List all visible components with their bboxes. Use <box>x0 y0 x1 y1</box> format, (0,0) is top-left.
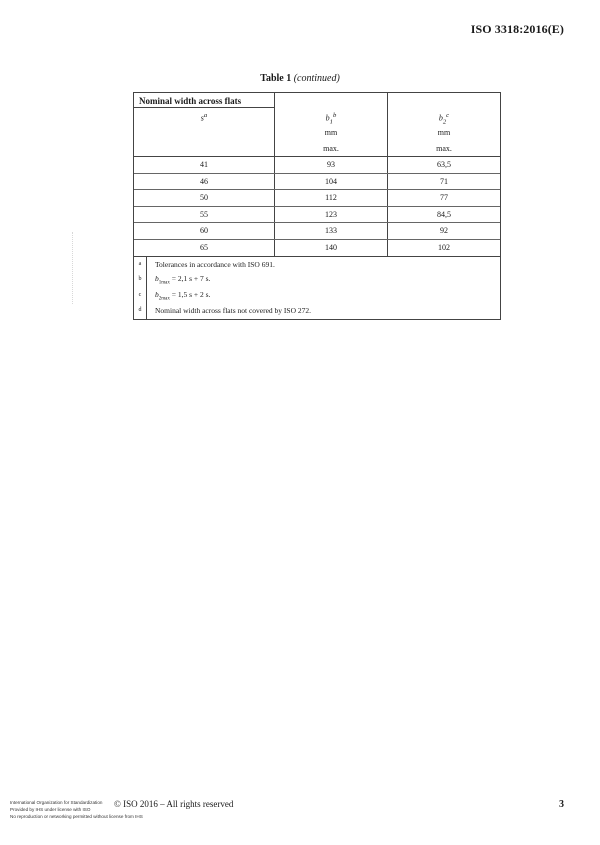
table-header <box>134 93 500 157</box>
table-cell: 104 <box>275 174 388 190</box>
table-row <box>134 174 500 191</box>
table-row <box>134 190 500 207</box>
table-cell: 133 <box>275 223 388 239</box>
table-cell: 77 <box>440 193 448 203</box>
table-row <box>134 240 500 257</box>
header-b2-unit: mm <box>437 128 451 137</box>
header-divider <box>134 107 274 108</box>
table-cell: 92 <box>440 226 448 236</box>
table-title-number: Table 1 <box>260 73 292 84</box>
header-b1 <box>275 93 388 156</box>
note-text: $b_{2max} = 1,5$ s + 2 s. <box>155 289 211 302</box>
table-cell: 93 <box>275 157 388 173</box>
note-text: Tolerances in accordance with ISO 691. <box>155 259 275 269</box>
note-text: Nominal width across flats not covered by ISO 272. <box>155 306 312 316</box>
note-marker: a <box>134 257 147 273</box>
header-b1-limit: max. <box>323 144 339 153</box>
header-b1-unit: mm <box>324 128 338 137</box>
table-row <box>134 223 500 240</box>
table-note <box>134 288 500 304</box>
table-cell: 123 <box>275 207 388 223</box>
table-cell: 63,5 <box>437 160 451 169</box>
table-notes <box>134 257 500 319</box>
table-title <box>0 73 600 84</box>
header-nominal-width <box>134 93 275 156</box>
table-note <box>134 272 500 288</box>
license-line: No reproduction or networking permitted without license from IHS <box>10 814 143 819</box>
table-row <box>134 207 500 224</box>
table-row <box>134 157 500 174</box>
header-b2-symbol: $b_2^c$ <box>438 112 450 126</box>
header-b2-limit: max. <box>436 144 452 153</box>
copyright: © ISO 2016 – All rights reserved <box>114 799 234 809</box>
header-b1-symbol: $b_1^b$ <box>325 112 337 126</box>
note-marker: b <box>134 272 147 288</box>
table-cell: 60 <box>134 223 275 239</box>
table-title-continued: (continued) <box>293 73 340 84</box>
table-note <box>134 303 500 319</box>
license-line: Provided by IHS under license with ISO <box>10 807 91 812</box>
header-s-symbol: $s^a$ <box>200 112 208 123</box>
table-cell: 112 <box>275 190 388 206</box>
dimensions-table <box>133 92 501 320</box>
note-marker: c <box>134 288 147 304</box>
table-cell: 50 <box>134 190 275 206</box>
note-text: $b_{1max} = 2,1$ s + 7 s. <box>155 274 211 286</box>
table-cell: 84,5 <box>437 209 451 219</box>
table-cell: 102 <box>438 242 450 252</box>
table-body <box>134 157 500 257</box>
note-marker: d <box>134 303 147 319</box>
table-cell: 71 <box>440 176 448 186</box>
table-cell: 140 <box>275 240 388 256</box>
margin-marks <box>72 232 75 304</box>
table-cell: 55 <box>134 207 275 223</box>
table-cell: 46 <box>134 174 275 190</box>
license-line: International Organization for Standardization <box>10 800 103 805</box>
table-cell: 41 <box>134 157 275 173</box>
page-number: 3 <box>559 799 564 810</box>
document-id: ISO 3318:2016(E) <box>470 22 564 36</box>
header-nominal-width-title: Nominal width across flats <box>139 96 242 106</box>
table-note <box>134 257 500 273</box>
table-cell: 65 <box>134 240 275 256</box>
header-b2 <box>388 93 500 156</box>
